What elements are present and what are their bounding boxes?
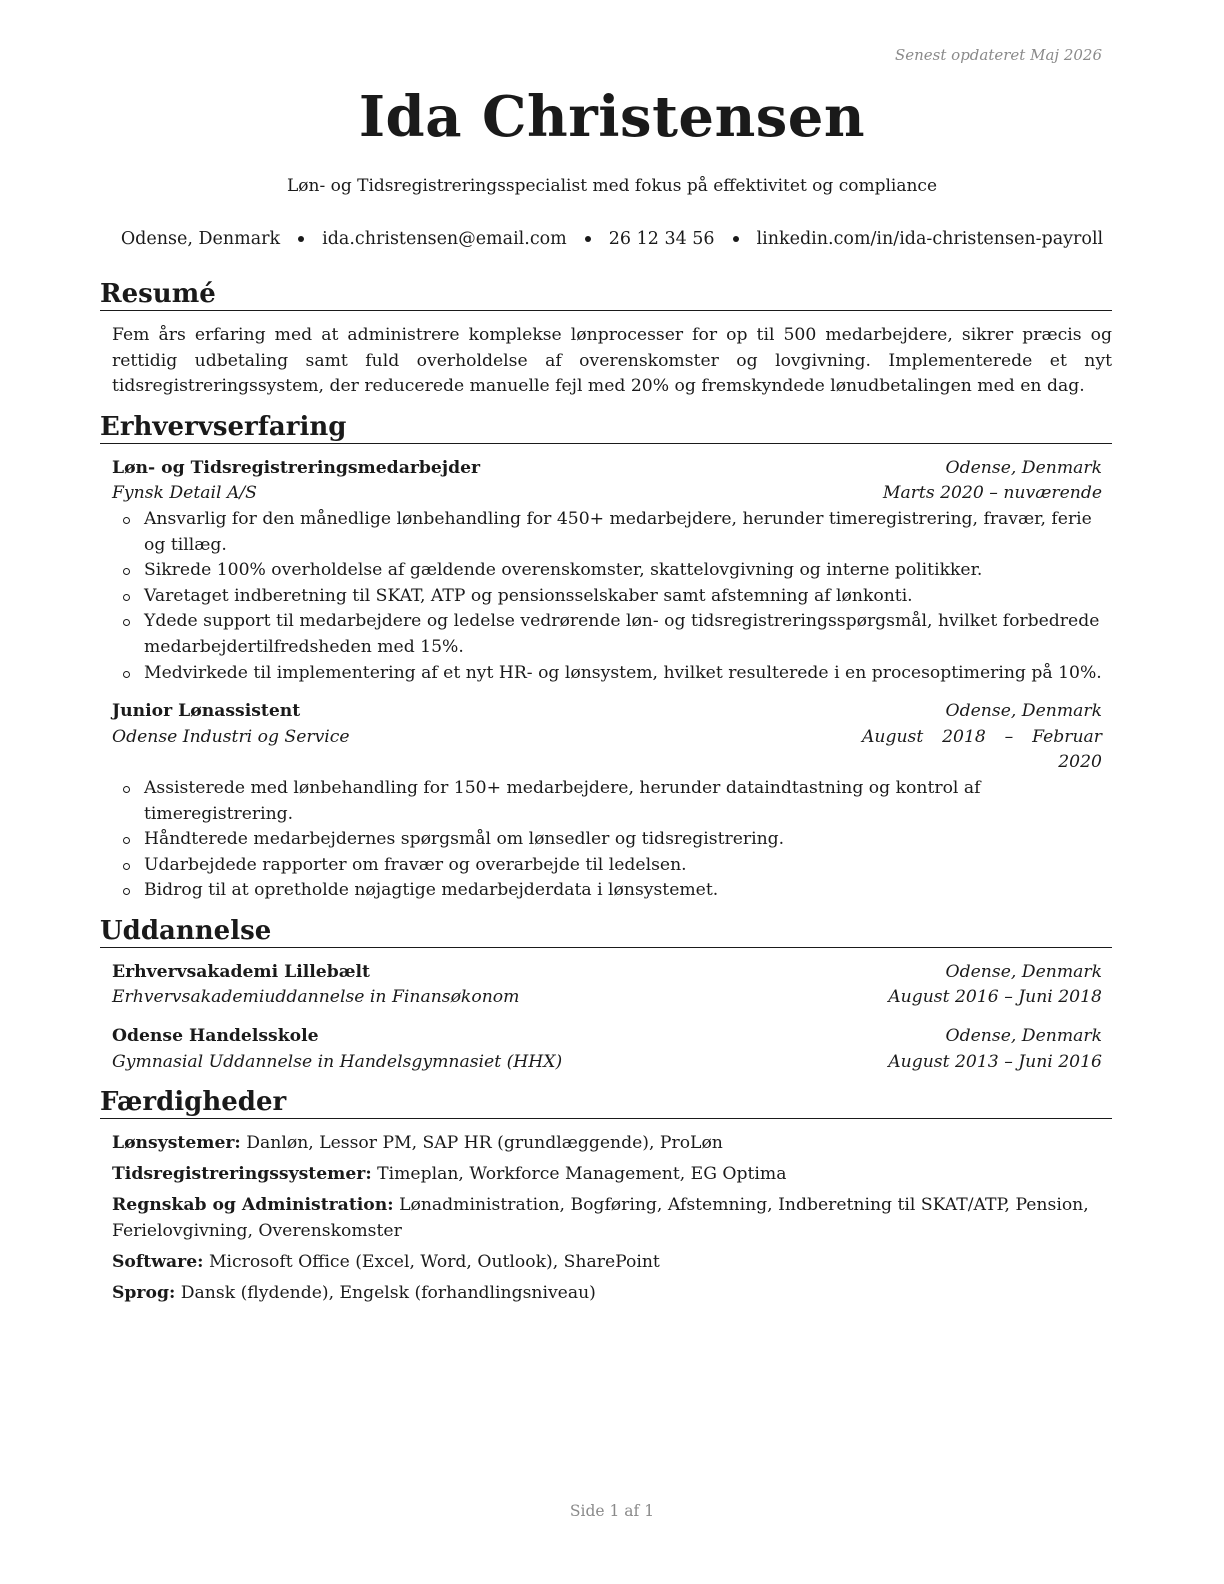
skill-value: Microsoft Office (Excel, Word, Outlook), SharePoint <box>208 1252 660 1273</box>
skill-value: Dansk (flydende), Engelsk (forhandlingsniveau) <box>180 1283 596 1304</box>
job-location: Odense, Denmark <box>945 701 1102 722</box>
section-heading-education: Uddannelse <box>100 916 1112 948</box>
resume-body <box>100 279 1112 1319</box>
degree: Erhvervsakademiuddannelse in Finansøkonom <box>112 987 520 1008</box>
education-section <box>100 916 1112 1075</box>
skill-label: Software: <box>112 1252 204 1273</box>
education-dates: August 2013 – Juni 2016 <box>888 1051 1102 1072</box>
contact-email[interactable]: ida.christensen@email.com <box>322 229 567 249</box>
experience-section <box>100 412 1112 904</box>
section-heading-summary: Resumé <box>100 279 1112 311</box>
section-heading-skills: Færdigheder <box>100 1087 1112 1119</box>
job-location: Odense, Denmark <box>945 457 1102 478</box>
last-updated-note: Senest opdateret Maj 2026 <box>894 46 1102 64</box>
skills-list <box>112 1131 1112 1307</box>
skill-line <box>112 1250 1112 1276</box>
job-dates: Marts 2020 – nuværende <box>882 483 1102 504</box>
headline: Løn- og Tidsregistreringsspecialist med fokus på effektivitet og compliance <box>286 176 938 196</box>
skill-label: Lønsystemer: <box>112 1133 241 1154</box>
degree: Gymnasial Uddannelse in Handelsgymnasiet (HHX) <box>112 1051 563 1072</box>
job-bullet: Sikrede 100% overholdelse af gældende overenskomster, skattelovgivning og interne politikker. <box>144 558 1102 584</box>
job-bullet: Assisterede med lønbehandling for 150+ medarbejdere, herunder dataindtastning og kontrol af timeregistrering. <box>144 776 1102 827</box>
skill-line <box>112 1281 1112 1307</box>
contact-bar <box>0 229 1224 249</box>
skill-value: Danløn, Lessor PM, SAP HR (grundlæggende), ProLøn <box>246 1133 723 1154</box>
job-company: Odense Industri og Service <box>112 726 350 747</box>
job-bullet: Bidrog til at opretholde nøjagtige medarbejderdata i lønsystemet. <box>144 878 1102 904</box>
contact-location: Odense, Denmark <box>120 229 281 249</box>
education-entry <box>112 1024 1102 1075</box>
job-bullet: Medvirkede til implementering af et nyt HR- og lønsystem, hvilket resulterede i en procesoptimering på 10%. <box>144 661 1102 687</box>
skill-label: Tidsregistreringssystemer: <box>112 1164 372 1185</box>
contact-phone[interactable]: 26 12 34 56 <box>608 229 715 249</box>
bullet-separator <box>298 236 304 242</box>
job-bullet: Udarbejdede rapporter om fravær og overarbejde til ledelsen. <box>144 853 1102 879</box>
job-bullet: Varetaget indberetning til SKAT, ATP og pensionsselskaber samt afstemning af lønkonti. <box>144 584 1102 610</box>
job-bullet: Ansvarlig for den månedlige lønbehandling for 450+ medarbejdere, herunder timeregistrering, fravær, ferie og tillæg. <box>144 507 1102 558</box>
skill-line <box>112 1162 1112 1188</box>
job-title: Løn- og Tidsregistreringsmedarbejder <box>112 457 481 478</box>
skill-line <box>112 1131 1112 1157</box>
school-location: Odense, Denmark <box>945 1026 1102 1047</box>
candidate-name: Ida Christensen <box>358 84 866 150</box>
school-name: Odense Handelsskole <box>112 1026 319 1047</box>
section-heading-experience: Erhvervserfaring <box>100 412 1112 444</box>
job-bullet-list <box>112 507 1102 686</box>
skill-value: Timeplan, Workforce Management, EG Optima <box>377 1164 787 1185</box>
school-name: Erhvervsakademi Lillebælt <box>112 961 370 982</box>
job-entry <box>112 456 1102 686</box>
job-title: Junior Lønassistent <box>112 701 301 722</box>
job-bullet-list <box>112 776 1102 904</box>
school-location: Odense, Denmark <box>945 961 1102 982</box>
skill-label: Regnskab og Administration: <box>112 1195 394 1216</box>
summary-section <box>100 279 1112 400</box>
job-bullet: Ydede support til medarbejdere og ledelse vedrørende løn- og tidsregistreringsspørgsmål, hvilket forbedrede medarbejdertilfredsheden med 15%. <box>144 609 1102 660</box>
skills-section <box>100 1087 1112 1307</box>
education-entry <box>112 960 1102 1011</box>
skill-value: Lønadministration, Bogføring, Afstemning, Indberetning til SKAT/ATP, Pension, Ferielovgivning, Overenskomster <box>112 1195 1089 1242</box>
summary-text: Fem års erfaring med at administrere komplekse lønprocesser for op til 500 medarbejdere, sikrer præcis og rettidig udbetaling samt fuld overholdelse af overenskomster og lovgivning. Implementerede et nyt tidsregistreringssystem, der reducerede manuelle fejl med 20% og fremskyndede lønudbetalingen med en dag. <box>112 325 1112 397</box>
skill-label: Sprog: <box>112 1283 176 1304</box>
job-dates: August 2018 – Februar 2020 <box>862 726 1102 773</box>
contact-linkedin[interactable]: linkedin.com/in/ida-christensen-payroll <box>756 229 1104 249</box>
education-dates: August 2016 – Juni 2018 <box>888 987 1102 1008</box>
page-number: Side 1 af 1 <box>569 1502 655 1520</box>
job-bullet: Håndterede medarbejdernes spørgsmål om lønsedler og tidsregistrering. <box>144 827 1102 853</box>
bullet-separator <box>585 236 591 242</box>
job-entry <box>112 699 1102 904</box>
bullet-separator <box>733 236 739 242</box>
skill-line <box>112 1193 1112 1244</box>
job-company: Fynsk Detail A/S <box>112 483 257 504</box>
